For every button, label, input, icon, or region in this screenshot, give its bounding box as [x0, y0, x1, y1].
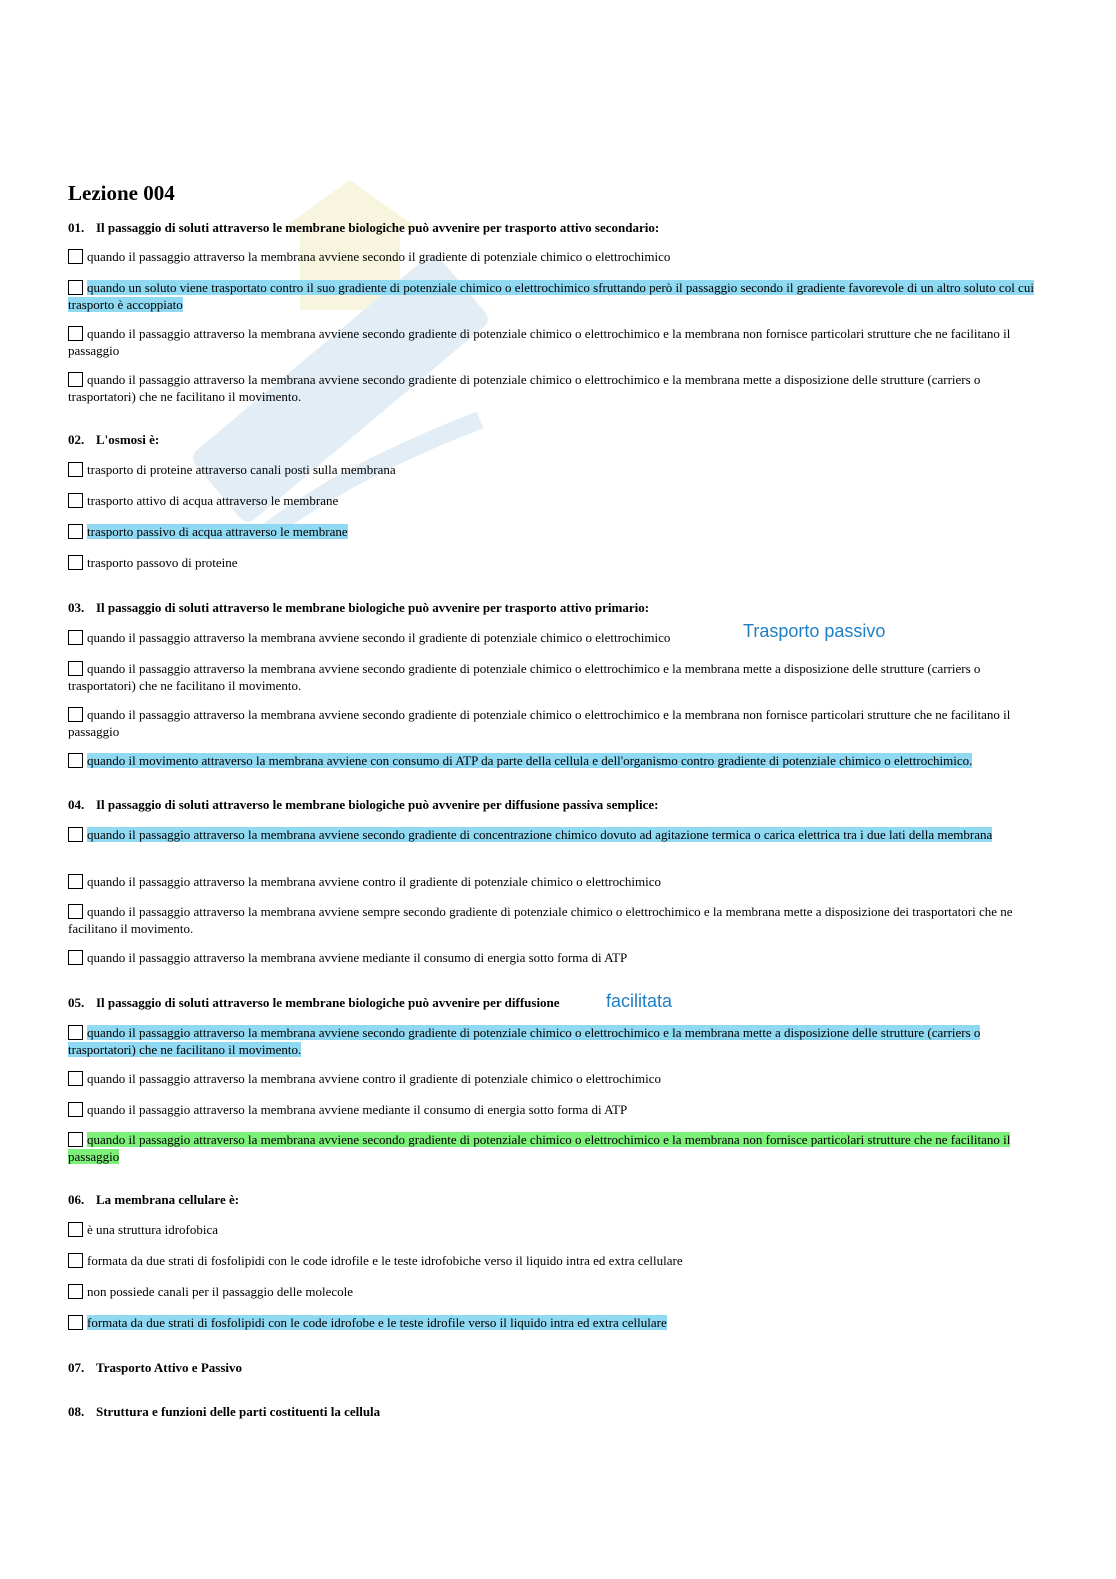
- option-text: quando il passaggio attraverso la membrana avviene sempre secondo gradiente di potenziale chimico o elettrochimico e la membrana mette a disposizione dei trasportatori che ne facilitano il movimento.: [68, 904, 1013, 936]
- question-title: [68, 1404, 380, 1420]
- question-text: Il passaggio di soluti attraverso le membrane biologiche può avvenire per diffusione: [96, 995, 560, 1010]
- option-text: quando il movimento attraverso la membrana avviene con consumo di ATP da parte della cellula e dell'organismo contro gradiente di potenziale chimico o elettrochimico.: [87, 753, 973, 768]
- answer-option: [68, 629, 1043, 646]
- answer-option: [68, 325, 1043, 359]
- question-title: [68, 1360, 242, 1376]
- handwritten-annotation: facilitata: [606, 991, 673, 1011]
- question-text: La membrana cellulare è:: [96, 1192, 240, 1207]
- answer-checkbox[interactable]: [68, 1102, 83, 1117]
- answer-checkbox[interactable]: [68, 1132, 83, 1147]
- option-text: quando il passaggio attraverso la membrana avviene secondo gradiente di potenziale chimico o elettrochimico e la membrana non fornisce particolari strutture che ne facilitano il passaggio: [68, 1132, 1011, 1164]
- answer-option: [68, 873, 1043, 890]
- answer-checkbox[interactable]: [68, 524, 83, 539]
- answer-option: [68, 371, 1043, 405]
- answer-option: [68, 1101, 1043, 1118]
- question-title: [68, 220, 659, 236]
- option-text: quando il passaggio attraverso la membrana avviene secondo il gradiente di potenziale chimico o elettrochimico: [87, 630, 671, 645]
- option-text: trasporto attivo di acqua attraverso le membrane: [87, 493, 339, 508]
- question-title: [68, 1192, 239, 1208]
- question-title: [68, 600, 649, 616]
- answer-checkbox[interactable]: [68, 249, 83, 264]
- question-number: 08.: [68, 1404, 85, 1419]
- answer-checkbox[interactable]: [68, 874, 83, 889]
- option-text: quando il passaggio attraverso la membrana avviene secondo gradiente di potenziale chimico o elettrochimico e la membrana non fornisce particolari strutture che ne facilitano il passaggio: [68, 707, 1011, 739]
- answer-checkbox[interactable]: [68, 493, 83, 508]
- answer-option: [68, 461, 1043, 478]
- answer-option-highlighted: [68, 279, 1043, 313]
- answer-checkbox[interactable]: [68, 753, 83, 768]
- question-text: Il passaggio di soluti attraverso le membrane biologiche può avvenire per trasporto attivo primario:: [96, 600, 650, 615]
- question-text: Trasporto Attivo e Passivo: [96, 1360, 242, 1375]
- answer-checkbox[interactable]: [68, 1222, 83, 1237]
- option-text: quando il passaggio attraverso la membrana avviene secondo gradiente di potenziale chimico o elettrochimico e la membrana non fornisce particolari strutture che ne facilitano il passaggio: [68, 326, 1011, 358]
- option-text: formata da due strati di fosfolipidi con le code idrofobe e le teste idrofile verso il liquido intra ed extra cellulare: [87, 1315, 667, 1330]
- answer-checkbox[interactable]: [68, 280, 83, 295]
- question-number: 01.: [68, 220, 85, 235]
- option-text: quando il passaggio attraverso la membrana avviene secondo gradiente di concentrazione chimico dovuto ad agitazione termica o carica elettrica tra i due lati della membrana: [87, 827, 993, 842]
- option-text: quando un soluto viene trasportato contro il suo gradiente di potenziale chimico o elettrochimico sfruttando però il passaggio secondo il gradiente favorevole di un altro soluto col cui trasporto è accoppiato: [68, 280, 1034, 312]
- question-number: 06.: [68, 1192, 85, 1207]
- answer-checkbox[interactable]: [68, 661, 83, 676]
- answer-option: [68, 706, 1043, 740]
- question-number: 03.: [68, 600, 85, 615]
- option-text: formata da due strati di fosfolipidi con le code idrofile e le teste idrofobiche verso il liquido intra ed extra cellulare: [87, 1253, 683, 1268]
- option-text: non possiede canali per il passaggio delle molecole: [87, 1284, 354, 1299]
- question-number: 07.: [68, 1360, 85, 1375]
- option-text: quando il passaggio attraverso la membrana avviene contro il gradiente di potenziale chimico o elettrochimico: [87, 874, 661, 889]
- question-text: Il passaggio di soluti attraverso le membrane biologiche può avvenire per trasporto attivo secondario:: [96, 220, 660, 235]
- answer-option: [68, 248, 1043, 265]
- answer-option: [68, 903, 1043, 937]
- answer-option-highlighted: [68, 523, 1043, 540]
- answer-option: [68, 1252, 1043, 1269]
- answer-option-highlighted: [68, 1131, 1043, 1165]
- answer-checkbox[interactable]: [68, 1284, 83, 1299]
- answer-option: [68, 660, 1043, 694]
- answer-option-highlighted: [68, 826, 1043, 843]
- option-text: quando il passaggio attraverso la membrana avviene contro il gradiente di potenziale chimico o elettrochimico: [87, 1071, 661, 1086]
- answer-option: [68, 1283, 1043, 1300]
- question-text: Struttura e funzioni delle parti costituenti la cellula: [96, 1404, 381, 1419]
- answer-checkbox[interactable]: [68, 1071, 83, 1086]
- question-number: 02.: [68, 432, 85, 447]
- answer-option: [68, 1070, 1043, 1087]
- answer-checkbox[interactable]: [68, 555, 83, 570]
- answer-checkbox[interactable]: [68, 904, 83, 919]
- option-text: quando il passaggio attraverso la membrana avviene secondo gradiente di potenziale chimico o elettrochimico e la membrana mette a disposizione delle strutture (carriers o trasportatori) che ne facilitano il movimento.: [68, 372, 981, 404]
- option-text: quando il passaggio attraverso la membrana avviene secondo gradiente di potenziale chimico o elettrochimico e la membrana mette a disposizione delle strutture (carriers o trasportatori) che ne facilitano il movimento.: [68, 661, 981, 693]
- question-title: [68, 797, 659, 813]
- option-text: è una struttura idrofobica: [87, 1222, 219, 1237]
- answer-checkbox[interactable]: [68, 462, 83, 477]
- answer-option: [68, 492, 1043, 509]
- answer-checkbox[interactable]: [68, 1253, 83, 1268]
- answer-option-highlighted: [68, 1314, 1043, 1331]
- answer-option-highlighted: [68, 752, 1043, 769]
- handwritten-annotation: Trasporto passivo: [743, 621, 886, 641]
- question-text: L'osmosi è:: [96, 432, 160, 447]
- answer-option-highlighted: [68, 1024, 1043, 1058]
- answer-checkbox[interactable]: [68, 326, 83, 341]
- option-text: quando il passaggio attraverso la membrana avviene mediante il consumo di energia sotto forma di ATP: [87, 1102, 628, 1117]
- answer-checkbox[interactable]: [68, 707, 83, 722]
- option-text: quando il passaggio attraverso la membrana avviene secondo il gradiente di potenziale chimico o elettrochimico: [87, 249, 671, 264]
- question-number: 05.: [68, 995, 85, 1010]
- answer-option: [68, 554, 1043, 571]
- question-text: Il passaggio di soluti attraverso le membrane biologiche può avvenire per diffusione passiva semplice:: [96, 797, 659, 812]
- answer-checkbox[interactable]: [68, 1315, 83, 1330]
- option-text: trasporto di proteine attraverso canali posti sulla membrana: [87, 462, 396, 477]
- answer-checkbox[interactable]: [68, 950, 83, 965]
- option-text: trasporto passivo di acqua attraverso le membrane: [87, 524, 348, 539]
- answer-checkbox[interactable]: [68, 372, 83, 387]
- answer-option: [68, 1221, 1043, 1238]
- answer-checkbox[interactable]: [68, 827, 83, 842]
- question-number: 04.: [68, 797, 85, 812]
- lesson-title: Lezione 004: [68, 181, 175, 205]
- option-text: trasporto passovo di proteine: [87, 555, 238, 570]
- question-title: [68, 432, 159, 448]
- option-text: quando il passaggio attraverso la membrana avviene mediante il consumo di energia sotto forma di ATP: [87, 950, 628, 965]
- question-title: [68, 995, 560, 1011]
- answer-checkbox[interactable]: [68, 630, 83, 645]
- answer-checkbox[interactable]: [68, 1025, 83, 1040]
- answer-option: [68, 949, 1043, 966]
- option-text: quando il passaggio attraverso la membrana avviene secondo gradiente di potenziale chimico o elettrochimico e la membrana mette a disposizione delle strutture (carriers o trasportatori) che ne facilitano il movimento.: [68, 1025, 981, 1057]
